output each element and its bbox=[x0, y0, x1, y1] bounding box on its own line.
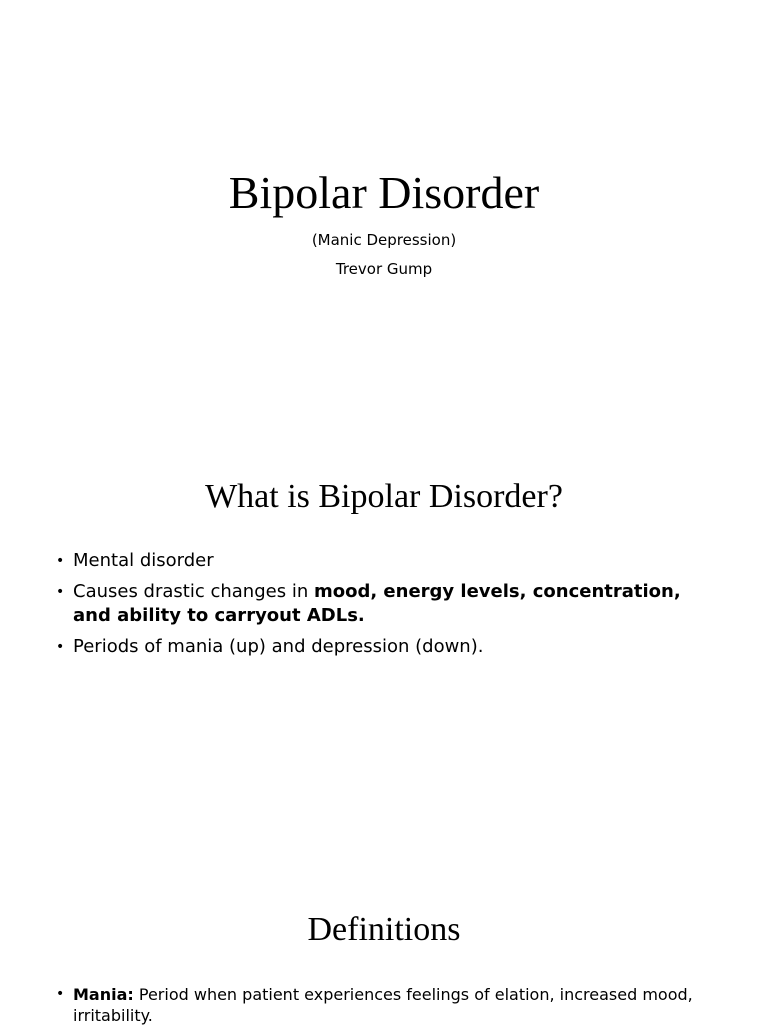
bullet-icon: • bbox=[56, 553, 65, 569]
presentation-title: Bipolar Disorder bbox=[228, 167, 540, 218]
slide-definitions bbox=[0, 840, 768, 1024]
bullet-list bbox=[56, 549, 706, 666]
definition-term: Mania: bbox=[73, 985, 134, 1004]
bullet-icon: • bbox=[56, 584, 65, 600]
bullet-item bbox=[56, 580, 706, 628]
slide-title: What is Bipolar Disorder? bbox=[205, 478, 563, 515]
presentation-subtitle: (Manic Depression) bbox=[311, 231, 457, 249]
bullet-icon: • bbox=[56, 639, 65, 655]
bullet-text: Periods of mania (up) and depression (down). bbox=[73, 636, 484, 657]
bullet-item bbox=[56, 549, 706, 573]
bullet-icon: • bbox=[56, 986, 65, 1002]
bullet-item bbox=[56, 635, 706, 659]
slide-title: Definitions bbox=[307, 911, 461, 948]
bullet-item bbox=[56, 984, 706, 1026]
bullet-text: Causes drastic changes in bbox=[73, 581, 314, 602]
definition-text: Period when patient experiences feelings of elation, increased mood, irritability. bbox=[73, 985, 693, 1025]
bullet-bold-text: mood, energy levels, concentration, and ability to carryout ADLs. bbox=[73, 581, 681, 626]
bullet-text: Mental disorder bbox=[73, 550, 214, 571]
bullet-list bbox=[56, 984, 706, 1033]
slide-title-page bbox=[0, 0, 768, 420]
presentation-author: Trevor Gump bbox=[335, 260, 433, 278]
slide-what-is bbox=[0, 420, 768, 840]
